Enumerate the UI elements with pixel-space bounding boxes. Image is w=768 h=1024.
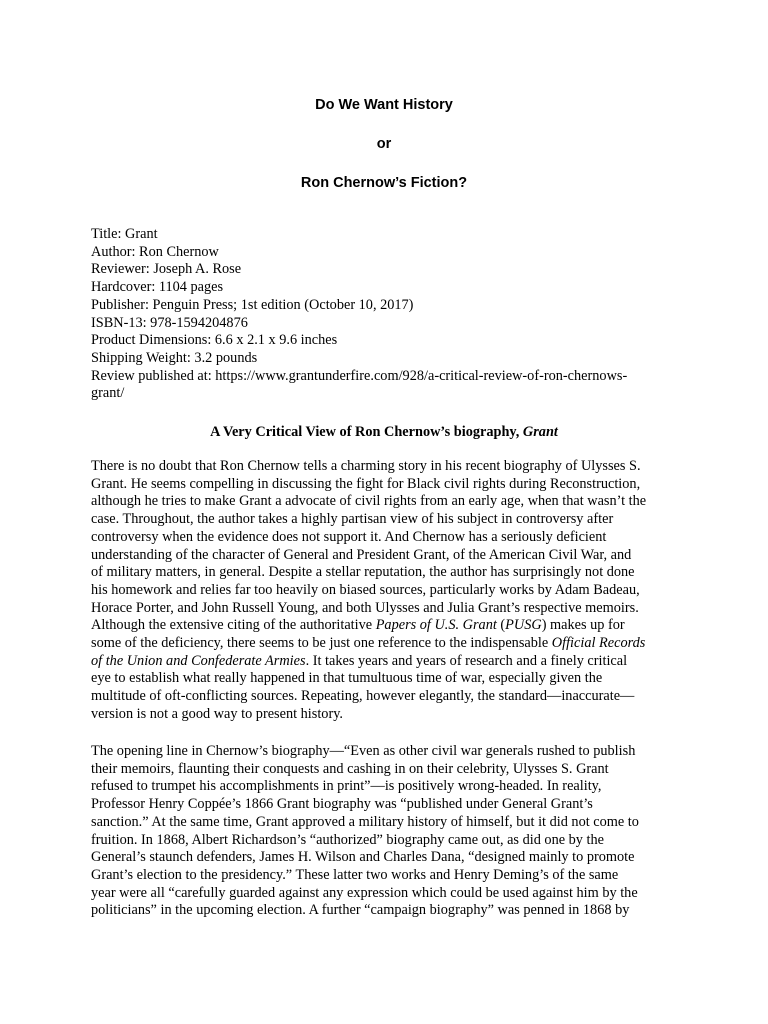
paragraph-line	[91, 653, 691, 671]
paragraph-line: case. Throughout, the author takes a highly partisan view of his subject in controversy after	[91, 511, 614, 528]
citation-papers-of-grant: Papers of U.S. Grant	[375, 617, 497, 634]
paragraph-line: their memoirs, flaunting their conquests and cashing in on their celebrity, Ulysses S. Grant	[91, 760, 609, 777]
paragraph-line: version is not a good way to present history.	[91, 705, 344, 722]
citation-official-records: Official Records	[551, 635, 646, 652]
paragraph-line: eye to establish what really happened in that tumultuous time of war, especially given the	[91, 670, 603, 687]
text-run: Although the extensive citing of the authoritative	[91, 617, 376, 634]
paragraph-line: understanding of the character of General and President Grant, of the American Civil War, and	[91, 546, 632, 563]
meta-review-url-continued: grant/	[91, 385, 125, 402]
paragraph-line: although he tries to make Grant a advocate of civil rights from an early age, when that wasn’t the	[91, 493, 647, 510]
paragraph-1	[91, 458, 691, 724]
paragraph-line: multitude of oft-conflicting sources. Repeating, however elegantly, the standard—inaccurate—	[91, 688, 635, 705]
meta-isbn: ISBN-13: 978-1594204876	[91, 314, 248, 331]
paragraph-line: his homework and relies far too heavily on biased sources, particularly works by Adam Badeau,	[91, 581, 640, 598]
section-title	[0, 423, 768, 441]
paragraph-line: year were all “carefully guarded against any expression which could be used against him by the	[91, 884, 638, 901]
citation-official-records-continued: of the Union and Confederate Armies	[91, 652, 306, 669]
citation-pusg: PUSG	[505, 617, 542, 634]
meta-author: Author: Ron Chernow	[91, 243, 219, 260]
title-line-1: Do We Want History	[315, 97, 453, 113]
meta-reviewer: Reviewer: Joseph A. Rose	[91, 261, 242, 278]
paragraph-line: General’s staunch defenders, James H. Wilson and Charles Dana, “designed mainly to promote	[91, 849, 635, 866]
paragraph-line	[91, 635, 691, 653]
paragraph-line: politicians” in the upcoming election. A further “campaign biography” was penned in 1868 by	[91, 902, 630, 919]
paragraph-line: Professor Henry Coppée’s 1866 Grant biography was “published under General Grant’s	[91, 796, 593, 813]
paragraph-line: fruition. In 1868, Albert Richardson’s “authorized” biography came out, as did one by the	[91, 831, 604, 848]
paragraph-line: of military matters, in general. Despite a stellar reputation, the author has surprisingly not done	[91, 564, 635, 581]
paragraph-2	[91, 743, 691, 920]
meta-weight: Shipping Weight: 3.2 pounds	[91, 349, 258, 366]
paragraph-line	[91, 617, 691, 635]
meta-publisher: Publisher: Penguin Press; 1st edition (October 10, 2017)	[91, 296, 414, 313]
paragraph-line: The opening line in Chernow’s biography—“Even as other civil war generals rushed to publish	[91, 743, 636, 759]
paragraph-line: Grant’s election to the presidency.” These latter two works and Henry Deming’s of the same	[91, 866, 619, 883]
text-run: some of the deficiency, there seems to be just one reference to the indispensable	[91, 635, 552, 652]
paragraph-line: sanction.” At the same time, Grant approved a military history of himself, but it did not come to	[91, 813, 639, 830]
paragraph-line: controversy when the evidence does not support it. And Chernow has a seriously deficient	[91, 528, 607, 545]
text-run: ) makes up for	[541, 617, 625, 634]
meta-hardcover: Hardcover: 1104 pages	[91, 279, 224, 296]
paragraph-line: refused to trumpet his accomplishments in print”—is positively wrong-headed. In reality,	[91, 778, 602, 795]
section-title-book: Grant	[522, 424, 558, 440]
paragraph-line: Grant. He seems compelling in discussing the fight for Black civil rights during Reconstruction,	[91, 475, 641, 492]
title-line-2: or	[376, 136, 392, 152]
meta-dimensions: Product Dimensions: 6.6 x 2.1 x 9.6 inches	[91, 332, 338, 349]
meta-review-url: Review published at: https://www.grantunderfire.com/928/a-critical-review-of-ron-chernows-	[91, 367, 628, 384]
paragraph-line: There is no doubt that Ron Chernow tells a charming story in his recent biography of Ulysses S.	[91, 458, 641, 474]
paragraph-line: Horace Porter, and John Russell Young, and both Ulysses and Julia Grant’s respective memoirs.	[91, 599, 639, 616]
section-title-text: A Very Critical View of Ron Chernow’s biography,	[210, 424, 523, 440]
book-metadata	[91, 226, 691, 403]
text-run: . It takes years and years of research and a finely critical	[305, 652, 628, 669]
meta-title: Title: Grant	[91, 226, 158, 242]
text-run: (	[496, 617, 506, 634]
title-line-3: Ron Chernow’s Fiction?	[300, 175, 468, 191]
